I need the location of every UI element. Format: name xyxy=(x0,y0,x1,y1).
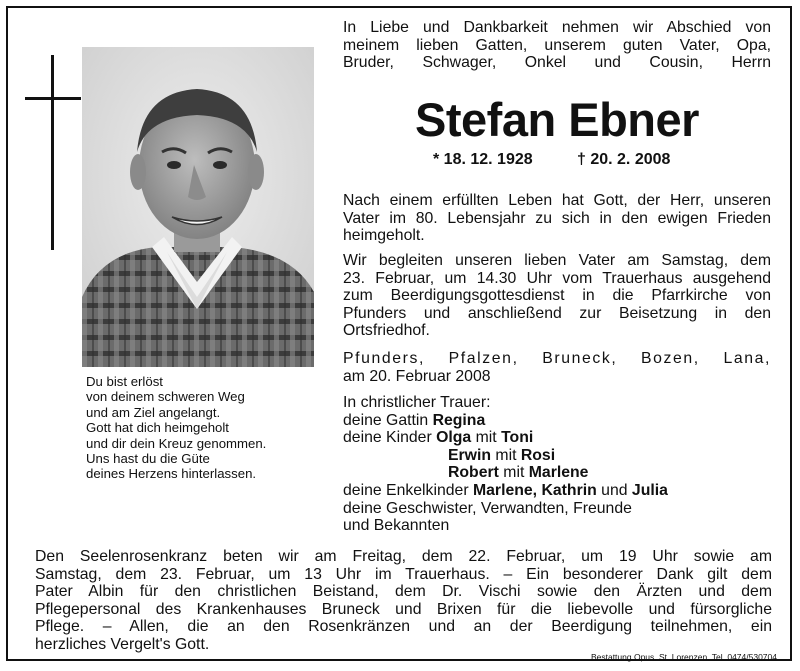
funeral-line: 23. Februar, um 14.30 Uhr vom Trauerhaus ausgehend xyxy=(343,269,771,287)
life-line: heimgeholt. xyxy=(343,227,425,245)
date-line: am 20. Februar 2008 xyxy=(343,367,491,385)
place-date xyxy=(343,350,771,385)
mourner-row-children: deine Kinder Olga mit Toni xyxy=(343,429,534,447)
rosary-line: Pflegepersonal des Krankenhauses Bruneck und Brixen für die liebevolle und fürsorgliche xyxy=(35,600,772,618)
mourner-row-friends: und Bekannten xyxy=(343,517,450,535)
funeral-line: zum Beerdigungsgottesdienst in die Pfarrkirche von xyxy=(343,287,771,305)
rosary-text xyxy=(35,548,772,654)
rosary-line: Pater Albin für den christlichen Beistand, dem Dr. Vischi sowie den Ärzten und dem xyxy=(35,583,772,601)
poem-line: Gott hat dich heimgeholt xyxy=(86,420,229,436)
birth-date: * 18. 12. 1928 xyxy=(433,151,533,168)
death-date: † 20. 2. 2008 xyxy=(577,151,671,168)
mourners-heading: In christlicher Trauer: xyxy=(343,394,491,411)
poem-line: von deinem schweren Weg xyxy=(86,389,245,405)
poem-line: und am Ziel angelangt. xyxy=(86,404,221,420)
rosary-line: Pflege. – Allen, die an den Rosenkränzen und an der Beerdigung teilnehmen, ein xyxy=(35,618,772,636)
rosary-line: Den Seelenrosenkranz beten wir am Freitag, dem 22. Februar, um 19 Uhr sowie am xyxy=(35,548,772,565)
funeral-line: Wir begleiten unseren lieben Vater am Samstag, dem xyxy=(343,252,771,269)
mourner-row-child2: Erwin mit Rosi xyxy=(448,446,556,464)
mourner-row-siblings: deine Geschwister, Verwandten, Freunde xyxy=(343,499,632,517)
poem-line: Du bist erlöst xyxy=(86,374,163,389)
intro-text xyxy=(343,19,771,72)
life-text xyxy=(343,192,771,245)
poem-line: deines Herzens hinterlassen. xyxy=(86,466,257,482)
places-line: Pfunders, Pfalzen, Bruneck, Bozen, Lana, xyxy=(343,350,771,367)
funeral-line: Pfunders und anschließend zur Beisetzung in den xyxy=(343,304,771,322)
mourner-row-wife: deine Gattin Regina xyxy=(343,411,486,429)
portrait-photo xyxy=(82,47,314,367)
poem-line: und dir dein Kreuz genommen. xyxy=(86,435,267,451)
intro-line: meinem lieben Gatten, unserem guten Vater, Opa, xyxy=(343,36,771,54)
rosary-line: herzliches Vergelt's Gott. xyxy=(35,635,210,653)
poem-line: Uns hast du die Güte xyxy=(86,451,210,467)
poem xyxy=(86,374,316,482)
rosary-line: Samstag, dem 23. Februar, um 13 Uhr im Trauerhaus. – Ein besonderer Dank gilt dem xyxy=(35,565,772,583)
life-line: Nach einem erfüllten Leben hat Gott, der Herr, unseren xyxy=(343,192,771,209)
deceased-name: Stefan Ebner xyxy=(415,93,699,146)
mourner-row-grandchildren: deine Enkelkinder Marlene, Kathrin und Julia xyxy=(343,481,668,499)
funeral-line: Ortsfriedhof. xyxy=(343,322,430,340)
funeral-home-credit: Bestattung Opus, St. Lorenzen, Tel. 0474/530704 xyxy=(590,652,777,662)
intro-line: In Liebe und Dankbarkeit nehmen wir Abschied von xyxy=(343,19,771,36)
life-line: Vater im 80. Lebensjahr zu sich in den ewigen Frieden xyxy=(343,209,771,227)
mourners-list xyxy=(343,394,668,535)
mourner-row-child3: Robert mit Marlene xyxy=(448,464,589,482)
funeral-text xyxy=(343,252,771,340)
intro-line: Bruder, Schwager, Onkel und Cousin, Herrn xyxy=(343,54,771,72)
